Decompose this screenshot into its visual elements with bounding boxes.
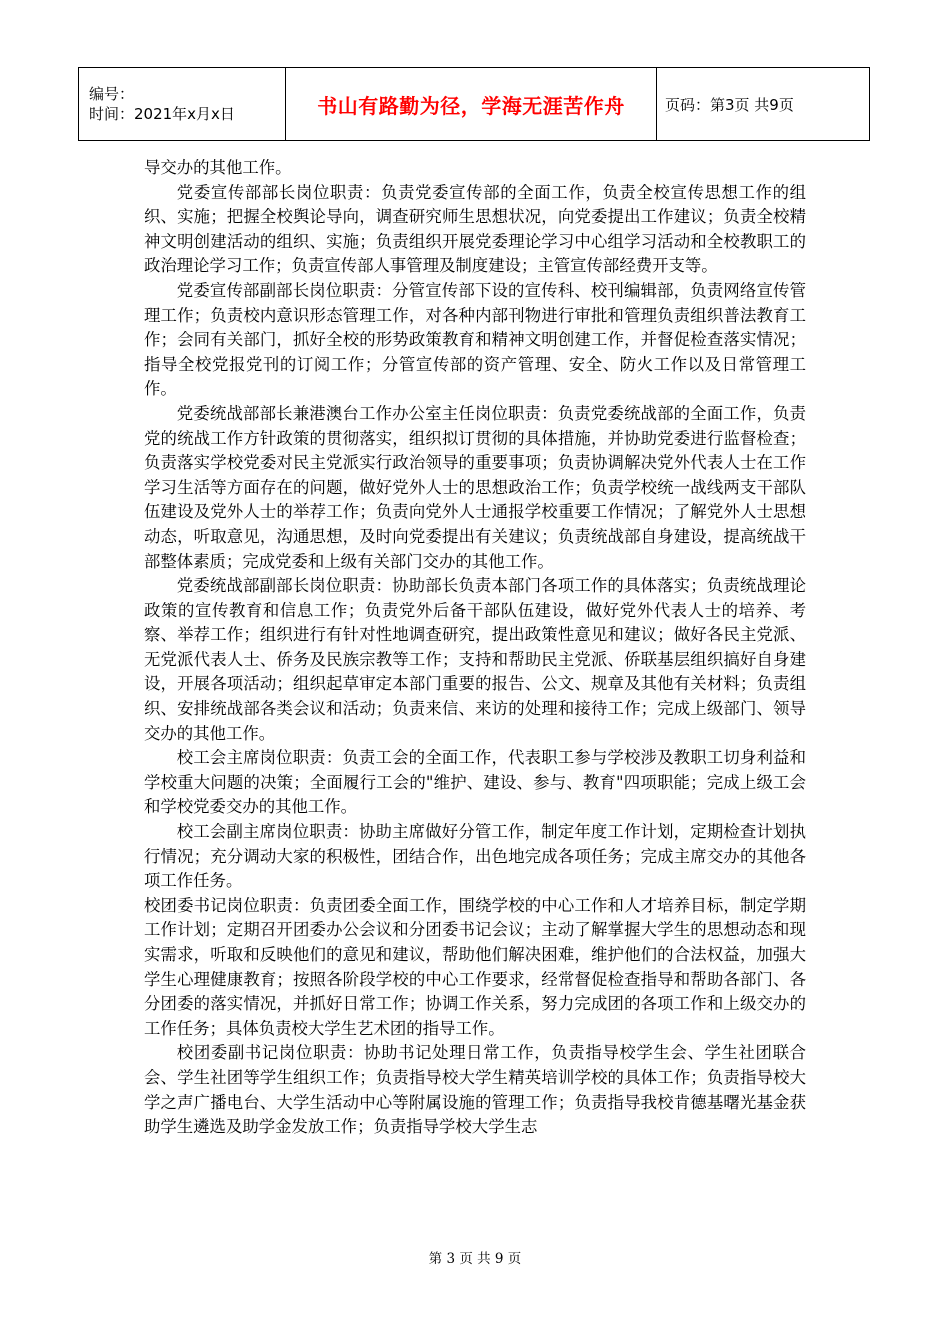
document-date: 时间：2021年x月x日 [89,105,235,123]
paragraph: 校工会主席岗位职责：负责工会的全面工作，代表职工参与学校涉及教职工切身利益和学校重大问题的决策；全面履行工会的"维护、建设、参与、教育"四项职能；完成上级工会和学校党委交办的其他工作。 [144,748,806,817]
paragraph: 党委宣传部副部长岗位职责：分管宣传部下设的宣传科、校刊编辑部，负责网络宣传管理工作；负责校内意识形态管理工作，对各种内部刊物进行审批和管理负责组织普法教育工作；会同有关部门，抓好全校的形势政策教育和精神文明创建工作，并督促检查落实情况；指导全校党报党刊的订阅工作；分管宣传部的资产管理、安全、防火工作以及日常管理工作。 [144,280,806,399]
document-header [78,67,870,141]
header-motto: 书山有路勤为径，学海无涯苦作舟 [286,68,657,141]
paragraph: 党委宣传部部长岗位职责：负责党委宣传部的全面工作，负责全校宣传思想工作的组织、实施；把握全校舆论导向，调查研究师生思想状况，向党委提出工作建议；负责全校精神文明创建活动的组织、实施；负责组织开展党委理论学习中心组学习活动和全校教职工的政治理论学习工作；负责宣传部人事管理及制度建设；主管宣传部经费开支等。 [144,182,806,276]
header-page-info: 页码：第3页 共9页 [657,68,870,141]
document-body [144,156,806,1140]
header-meta-cell [79,68,286,141]
paragraph: 党委统战部副部长岗位职责：协助部长负责本部门各项工作的具体落实；负责统战理论政策的宣传教育和信息工作；负责党外后备干部队伍建设，做好党外代表人士的培养、考察、举荐工作；组织进行有针对性地调查研究，提出政策性意见和建议；做好各民主党派、无党派代表人士、侨务及民族宗教等工作；支持和帮助民主党派、侨联基层组织搞好自身建设，开展各项活动；组织起草审定本部门重要的报告、公文、规章及其他有关材料；负责组织、安排统战部各类会议和活动；负责来信、来访的处理和接待工作；完成上级部门、领导交办的其他工作。 [144,576,806,743]
paragraph: 校工会副主席岗位职责：协助主席做好分管工作，制定年度工作计划，定期检查计划执行情况；充分调动大家的积极性，团结合作，出色地完成各项任务；完成主席交办的其他各项工作任务。 [144,822,806,891]
paragraph: 校团委书记岗位职责：负责团委全面工作，围绕学校的中心工作和人才培养目标，制定学期工作计划；定期召开团委办公会议和分团委书记会议；主动了解掌握大学生的思想动态和现实需求，听取和反映他们的意见和建议，帮助他们解决困难，维护他们的合法权益，加强大学生心理健康教育；按照各阶段学校的中心工作要求，经常督促检查指导和帮助各部门、各分团委的落实情况，并抓好日常工作；协调工作关系，努力完成团的各项工作和上级交办的工作任务；具体负责校大学生艺术团的指导工作。 [144,895,806,1038]
document-number-label: 编号： [89,85,135,103]
paragraph: 校团委副书记岗位职责：协助书记处理日常工作，负责指导校学生会、学生社团联合会、学生社团等学生组织工作；负责指导校大学生精英培训学校的具体工作；负责指导校大学之声广播电台、大学生活动中心等附属设施的管理工作；负责指导我校肯德基曙光基金获助学生遴选及助学金发放工作；负责指导学校大学生志 [144,1043,806,1137]
paragraph: 党委统战部部长兼港澳台工作办公室主任岗位职责：负责党委统战部的全面工作，负责党的统战工作方针政策的贯彻落实，组织拟订贯彻的具体措施，并协助党委进行监督检查；负责落实学校党委对民主党派实行政治领导的重要事项；负责协调解决党外代表人士在工作学习生活等方面存在的问题，做好党外人士的思想政治工作；负责学校统一战线两支干部队伍建设及党外人士的举荐工作；负责向党外人士通报学校重要工作情况；了解党外人士思想动态，听取意见，沟通思想，及时向党委提出有关建议；负责统战部自身建设，提高统战干部整体素质；完成党委和上级有关部门交办的其他工作。 [144,403,806,571]
page-footer: 第 3 页 共 9 页 [428,1251,522,1267]
paragraph: 导交办的其他工作。 [144,158,292,177]
